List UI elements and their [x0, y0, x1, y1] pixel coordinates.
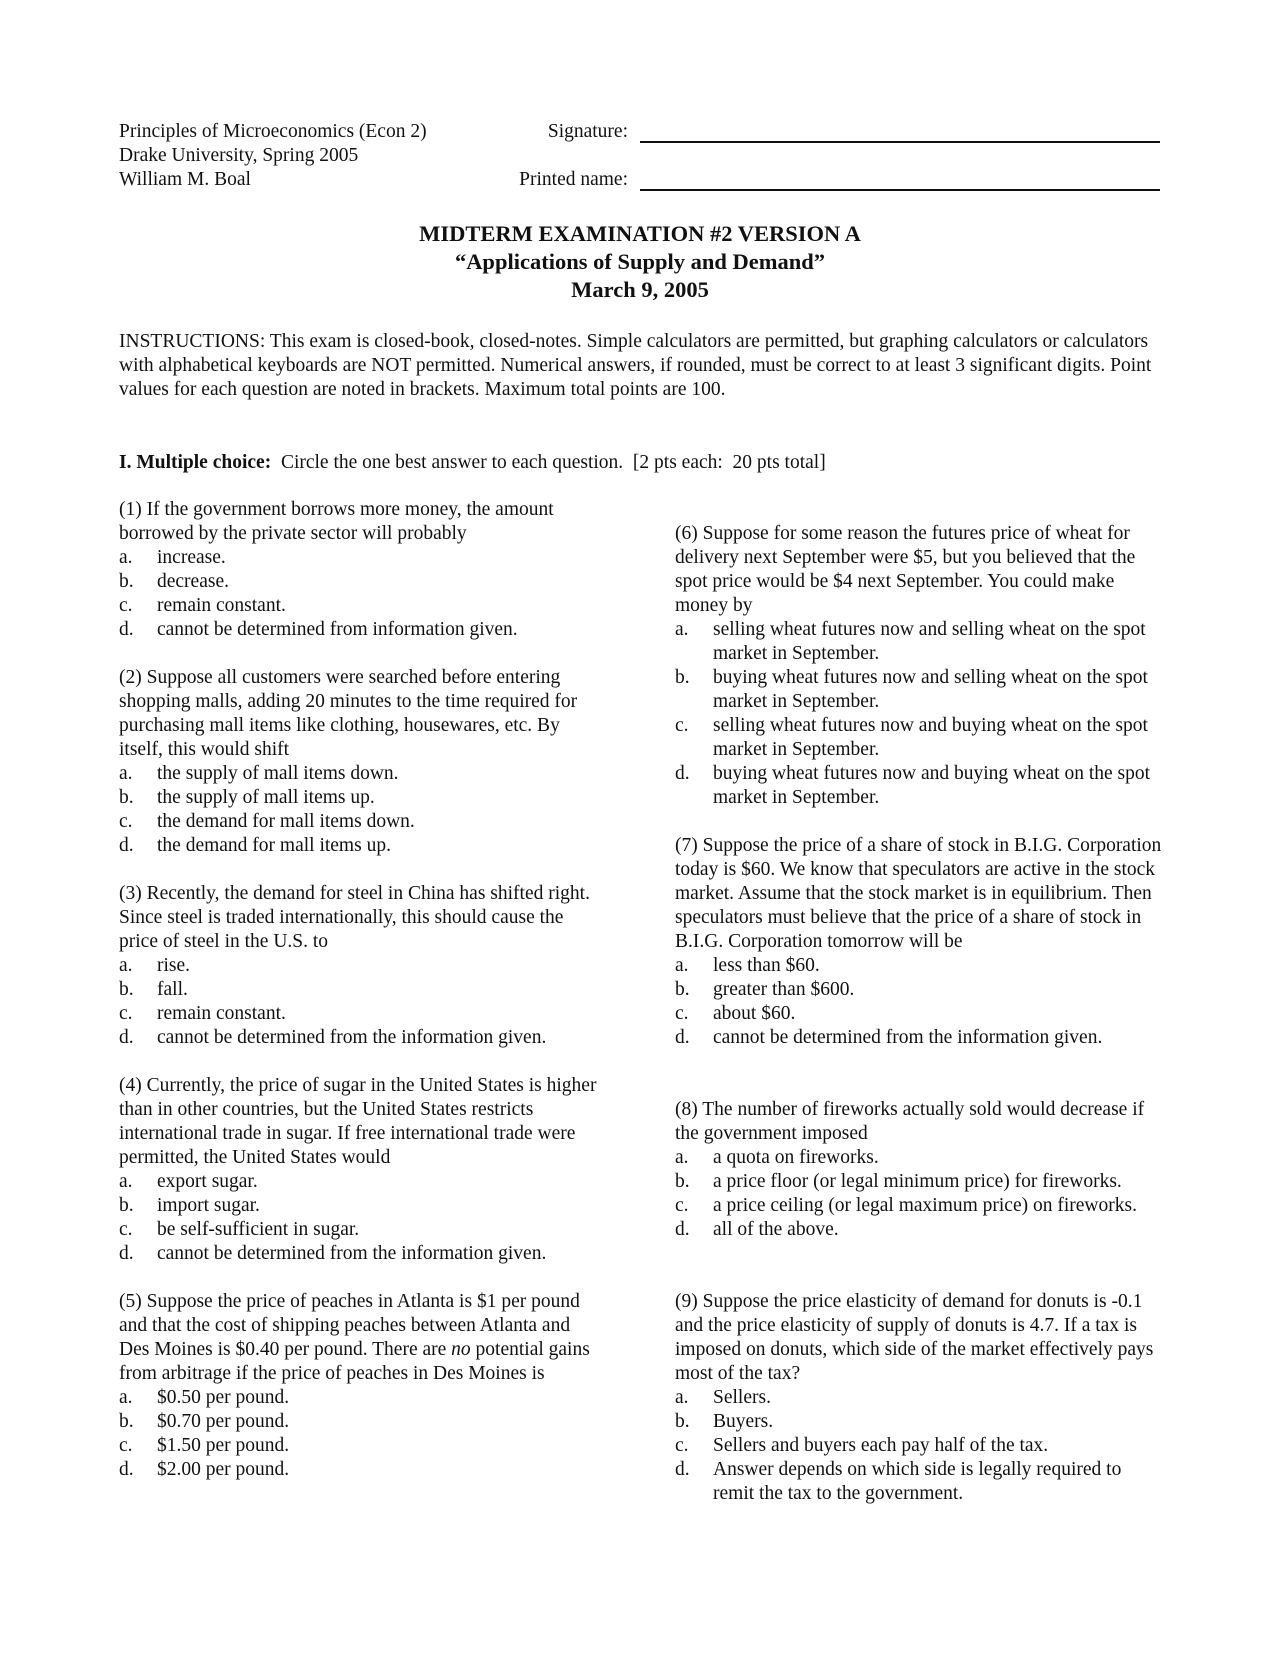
course-info: [119, 120, 509, 192]
question-stem: (4) Currently, the price of sugar in the United States is higher than in other countries, but the United States restricts international trade in sugar. If free international trade were permitted, the United States would: [119, 1075, 597, 1168]
question-stem: (5) Suppose the price of peaches in Atlanta is $1 per pound and that the cost of shipping peaches between Atlanta and Des Moines is $0.40 per pound. There are no potential gains from arbitrage if the price of peaches in Des Moines is: [119, 1291, 590, 1384]
answer-option-b[interactable]: b. fall.: [119, 979, 188, 1000]
question-8: [675, 1098, 1165, 1242]
answer-option-a[interactable]: a. less than $60.: [675, 955, 820, 976]
answer-option-d[interactable]: d. cannot be determined from the information given.: [675, 1027, 1103, 1048]
answer-option-b[interactable]: b. decrease.: [119, 571, 229, 592]
question-stem: (6) Suppose for some reason the futures price of wheat for delivery next September were $5, but you believed that the spot price would be $4 next September. You could make money by: [675, 523, 1136, 616]
answer-option-a[interactable]: a. a quota on fireworks.: [675, 1147, 879, 1168]
question-stem: (2) Suppose all customers were searched before entering shopping malls, adding 20 minutes to the time required for purchasing mall items like clothing, housewares, etc. By itself, this would shift: [119, 667, 578, 760]
answer-option-b[interactable]: b. $0.70 per pound.: [119, 1411, 290, 1432]
answer-option-a[interactable]: a. selling wheat futures now and selling wheat on the spot market in September.: [675, 619, 1146, 664]
answer-option-c[interactable]: c. the demand for mall items down.: [119, 811, 415, 832]
answer-option-a[interactable]: a. export sugar.: [119, 1171, 258, 1192]
question-1: [119, 498, 597, 642]
course-name: Principles of Microeconomics (Econ 2): [119, 121, 427, 142]
answer-option-d[interactable]: d. cannot be determined from the information given.: [119, 1027, 547, 1048]
question-stem: (1) If the government borrows more money, the amount borrowed by the private sector will probably: [119, 499, 554, 544]
printed-name-label: Printed name:: [519, 169, 628, 190]
answer-option-b[interactable]: b. Buyers.: [675, 1411, 774, 1432]
question-2: [119, 666, 597, 858]
printed-name-line[interactable]: [640, 189, 1160, 191]
answer-option-b[interactable]: b. greater than $600.: [675, 979, 855, 1000]
answer-option-b[interactable]: b. the supply of mall items up.: [119, 787, 375, 808]
question-stem: (8) The number of fireworks actually sold would decrease if the government imposed: [675, 1099, 1145, 1144]
answer-option-d[interactable]: d. $2.00 per pound.: [119, 1459, 290, 1480]
answer-option-a[interactable]: a. the supply of mall items down.: [119, 763, 399, 784]
answer-option-b[interactable]: b. a price floor (or legal minimum price) for fireworks.: [675, 1171, 1122, 1192]
question-4: [119, 1074, 597, 1266]
question-5: [119, 1290, 597, 1482]
answer-option-c[interactable]: c. a price ceiling (or legal maximum price) on fireworks.: [675, 1195, 1137, 1216]
question-6: [675, 522, 1165, 810]
printed-name-row: [480, 168, 1160, 192]
answer-option-b[interactable]: b. buying wheat futures now and selling wheat on the spot market in September.: [675, 667, 1148, 712]
section-title: I. Multiple choice:: [119, 452, 272, 473]
instructor-name: William M. Boal: [119, 169, 251, 190]
answer-option-d[interactable]: d. cannot be determined from the information given.: [119, 1243, 547, 1264]
answer-option-a[interactable]: a. $0.50 per pound.: [119, 1387, 290, 1408]
answer-option-c[interactable]: c. Sellers and buyers each pay half of the tax.: [675, 1435, 1049, 1456]
question-9: [675, 1290, 1165, 1506]
question-7: [675, 834, 1165, 1050]
section-heading: [119, 451, 826, 475]
answer-option-a[interactable]: a. rise.: [119, 955, 191, 976]
answer-option-d[interactable]: d. all of the above.: [675, 1219, 839, 1240]
question-3: [119, 882, 597, 1050]
answer-option-c[interactable]: c. selling wheat futures now and buying wheat on the spot market in September.: [675, 715, 1148, 760]
answer-option-d[interactable]: d. cannot be determined from information given.: [119, 619, 518, 640]
answer-option-c[interactable]: c. remain constant.: [119, 595, 286, 616]
university-term: Drake University, Spring 2005: [119, 145, 359, 166]
question-stem: (9) Suppose the price elasticity of demand for donuts is -0.1 and the price elasticity of supply of donuts is 4.7. If a tax is imposed on donuts, which side of the market effectively pays most of the tax?: [675, 1291, 1154, 1384]
section-instructions: Circle the one best answer to each question. [2 pts each: 20 pts total]: [271, 452, 826, 473]
answer-option-c[interactable]: c. be self-sufficient in sugar.: [119, 1219, 360, 1240]
answer-option-c[interactable]: c. $1.50 per pound.: [119, 1435, 290, 1456]
signature-label: Signature:: [547, 121, 628, 142]
exam-title-line1: MIDTERM EXAMINATION #2 VERSION A: [419, 221, 861, 246]
exam-date: March 9, 2005: [571, 277, 709, 302]
answer-option-d[interactable]: d. Answer depends on which side is legally required to remit the tax to the government.: [675, 1459, 1122, 1504]
answer-option-c[interactable]: c. about $60.: [675, 1003, 796, 1024]
answer-option-d[interactable]: d. the demand for mall items up.: [119, 835, 391, 856]
exam-subtitle: “Applications of Supply and Demand”: [454, 249, 826, 274]
question-stem: (7) Suppose the price of a share of stock in B.I.G. Corporation today is $60. We know that speculators are active in the stock market. Assume that the stock market is in equilibrium. Then speculators must believe that the price of a share of stock in B.I.G. Corporation tomorrow will be: [675, 835, 1162, 952]
exam-title: [0, 220, 1280, 304]
question-stem: (3) Recently, the demand for steel in China has shifted right. Since steel is traded internationally, this should cause the price of steel in the U.S. to: [119, 883, 590, 952]
answer-option-b[interactable]: b. import sugar.: [119, 1195, 260, 1216]
signature-line[interactable]: [640, 141, 1160, 143]
answer-option-a[interactable]: a. increase.: [119, 547, 226, 568]
answer-option-a[interactable]: a. Sellers.: [675, 1387, 771, 1408]
emphasis-no: no: [451, 1339, 471, 1360]
instructions: INSTRUCTIONS: This exam is closed-book, closed-notes. Simple calculators are permitted, but graphing calculators or calculators with alphabetical keyboards are NOT permitted. Numerical answers, if rounded, must be correct to at least 3 significant digits. Point values for each question are noted in brackets. Maximum total points are 100.: [119, 331, 1152, 400]
answer-option-d[interactable]: d. buying wheat futures now and buying wheat on the spot market in September.: [675, 763, 1151, 808]
signature-row: [480, 120, 1160, 144]
answer-option-c[interactable]: c. remain constant.: [119, 1003, 286, 1024]
